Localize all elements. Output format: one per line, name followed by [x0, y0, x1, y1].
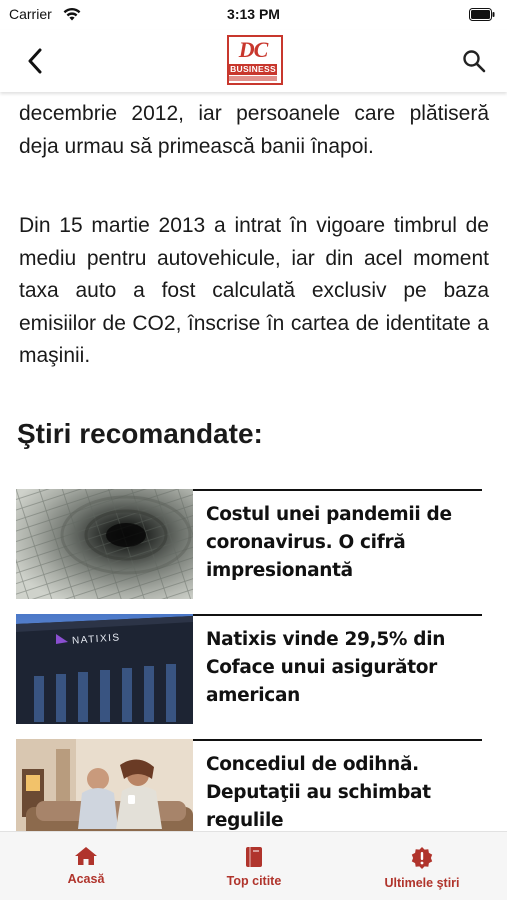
logo-business-text: BUSINESS: [230, 64, 276, 74]
chevron-left-icon: [27, 48, 43, 74]
recommended-headline-2: Natixis vinde 29,5% din Coface unui asigurător american: [206, 629, 446, 706]
alert-icon: [410, 846, 434, 870]
carrier-label: Carrier: [9, 6, 52, 22]
status-bar: [0, 0, 507, 30]
search-button[interactable]: [457, 44, 491, 78]
recommended-title: Ştiri recomandate:: [17, 418, 263, 449]
tab-top-citite-label: Top citite: [226, 874, 282, 888]
app-header: [0, 30, 507, 92]
battery-icon: [469, 8, 495, 21]
search-icon: [462, 49, 486, 73]
tab-ultimele-stiri[interactable]: [342, 832, 502, 900]
money-vortex-thumbnail: [16, 489, 193, 599]
recommended-item-2[interactable]: [16, 614, 482, 726]
home-icon: [74, 846, 98, 866]
recommended-headline-1: Costul unei pandemii de coronavirus. O cifră impresionantă: [206, 504, 452, 581]
tab-ultimele-stiri-label: Ultimele ştiri: [384, 876, 460, 890]
status-time: 3:13 PM: [227, 6, 280, 22]
tab-acasa[interactable]: [6, 832, 166, 900]
article-paragraph-2: Din 15 martie 2013 a intrat în vigoare timbrul de mediu pentru autovehicule, iar din acel moment taxa auto a fost calculată exclusiv pe baza emisiilor de CO2, înscrise în cartea de identitate a maşinii.: [19, 214, 489, 367]
tab-acasa-label: Acasă: [67, 872, 105, 886]
logo-dc-text: DC: [238, 37, 268, 62]
natixis-building-thumbnail: [16, 614, 193, 724]
natixis-sign-text: NATIXIS: [71, 632, 121, 647]
bottom-tab-bar: [0, 831, 507, 900]
tab-top-citite[interactable]: [174, 832, 334, 900]
book-icon: [244, 846, 264, 868]
article-paragraph-1: decembrie 2012, iar persoanele care plătiseră deja urmau să primească banii înapoi.: [19, 102, 489, 158]
recommended-item-1[interactable]: [16, 489, 482, 601]
recommended-headline-3: Concediul de odihnă. Deputaţii au schimbat regulile: [206, 754, 431, 831]
dc-business-logo[interactable]: [227, 35, 283, 85]
back-button[interactable]: [18, 44, 52, 78]
